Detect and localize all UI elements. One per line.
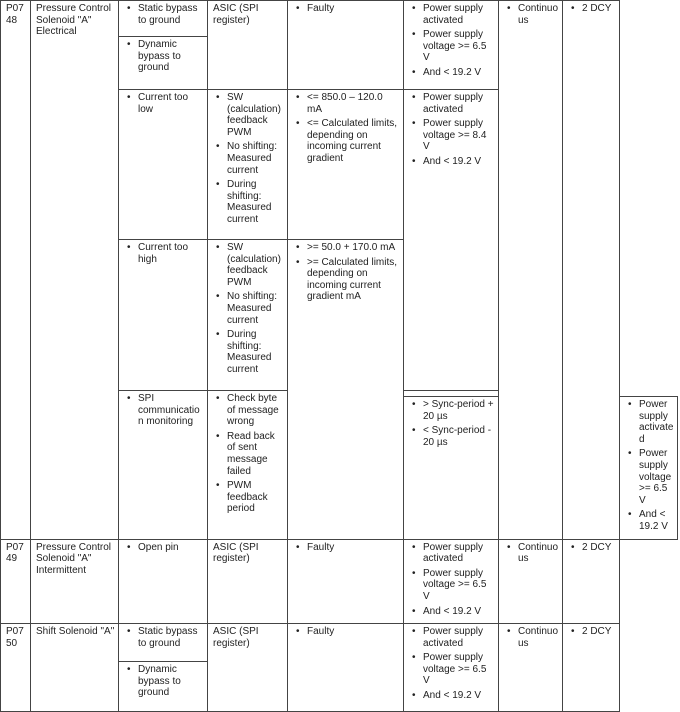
list-item: • Continuous (503, 626, 559, 649)
list-item: • Check byte of message wrong (212, 393, 284, 428)
threshold (288, 624, 404, 712)
list-item: • Power supply activated (408, 92, 495, 115)
threshold (288, 240, 404, 540)
monitor-check (208, 90, 288, 240)
list-item: • And < 19.2 V (408, 690, 495, 702)
list-item: • No shifting: Measured current (212, 141, 284, 176)
list-item: • 2 DCY (567, 542, 616, 554)
secondary-parameters (404, 624, 499, 712)
list-item: • 2 DCY (567, 3, 616, 15)
mil-illumination (563, 539, 620, 624)
fault-criteria (119, 662, 208, 712)
list-item: • And < 19.2 V (624, 509, 674, 532)
secondary-parameters (404, 90, 499, 391)
threshold (288, 90, 404, 240)
monitor-check: ASIC (SPI register) (208, 624, 288, 712)
dtc-code: P0750 (1, 624, 31, 712)
fault-criteria (119, 90, 208, 240)
component-name: Shift Solenoid "A" (31, 624, 119, 712)
secondary-parameters (404, 539, 499, 624)
mil-illumination (563, 1, 620, 540)
list-item: • Faulty (292, 542, 400, 554)
list-item: • And < 19.2 V (408, 156, 495, 168)
list-item: • Power supply voltage >= 6.5 V (408, 568, 495, 603)
monitor-check: ASIC (SPI register) (208, 539, 288, 624)
list-item: • Power supply voltage >= 8.4 V (408, 118, 495, 153)
list-item: • Faulty (292, 626, 400, 638)
list-item: • During shifting: Measured current (212, 329, 284, 375)
monitor-strategy (499, 1, 563, 540)
list-item: • And < 19.2 V (408, 67, 495, 79)
list-item: • Power supply voltage >= 6.5 V (408, 29, 495, 64)
threshold (288, 539, 404, 624)
list-item: • Power supply voltage >= 6.5 V (624, 448, 674, 506)
fault-criteria (119, 391, 208, 540)
list-item: • Power supply activated (408, 3, 495, 26)
list-item: • Power supply activated (624, 399, 674, 445)
list-item: • No shifting: Measured current (212, 291, 284, 326)
secondary-parameters (404, 1, 499, 90)
list-item: • Dynamic bypass to ground (123, 39, 204, 74)
list-item: • >= 50.0 + 170.0 mA (292, 242, 400, 254)
fault-criteria (119, 37, 208, 90)
dtc-code: P0749 (1, 539, 31, 624)
mil-illumination (563, 624, 620, 712)
fault-criteria (119, 539, 208, 624)
list-item: • >= Calculated limits, depending on incoming current gradient mA (292, 257, 400, 303)
table-row (1, 539, 678, 624)
list-item: • Continuous (503, 3, 559, 26)
list-item: • And < 19.2 V (408, 606, 495, 618)
list-item: • Power supply activated (408, 626, 495, 649)
list-item: • SW (calculation) feedback PWM (212, 92, 284, 138)
list-item: • During shifting: Measured current (212, 179, 284, 225)
threshold (404, 397, 499, 540)
component-name: Pressure Control Solenoid "A" Electrical (31, 1, 119, 540)
list-item: • SW (calculation) feedback PWM (212, 242, 284, 288)
monitor-check: ASIC (SPI register) (208, 1, 288, 90)
list-item: • Continuous (503, 542, 559, 565)
component-name: Pressure Control Solenoid "A" Intermittent (31, 539, 119, 624)
list-item: • Power supply voltage >= 6.5 V (408, 652, 495, 687)
list-item: • Read back of sent message failed (212, 431, 284, 477)
table-row (1, 624, 678, 662)
fault-criteria (119, 624, 208, 662)
list-item: • 2 DCY (567, 626, 616, 638)
threshold (288, 1, 404, 90)
dtc-code: P0748 (1, 1, 31, 540)
fault-criteria (119, 1, 208, 37)
list-item: • Current too high (123, 242, 204, 265)
monitor-check (208, 240, 288, 391)
table-row (1, 1, 678, 37)
list-item: • Faulty (292, 3, 400, 15)
list-item: • <= Calculated limits, depending on incoming current gradient (292, 118, 400, 164)
list-item: • Static bypass to ground (123, 3, 204, 26)
monitor-check (208, 391, 288, 540)
list-item: • <= 850.0 – 120.0 mA (292, 92, 400, 115)
list-item: • Static bypass to ground (123, 626, 204, 649)
secondary-parameters (620, 397, 678, 540)
list-item: • Current too low (123, 92, 204, 115)
list-item: • > Sync-period + 20 µs (408, 399, 495, 422)
list-item: • Open pin (123, 542, 204, 554)
list-item: • < Sync-period - 20 µs (408, 425, 495, 448)
list-item: • Dynamic bypass to ground (123, 664, 204, 699)
list-item: • SPI communication monitoring (123, 393, 204, 428)
monitor-strategy (499, 624, 563, 712)
monitor-strategy (499, 539, 563, 624)
fault-criteria (119, 240, 208, 391)
list-item: • PWM feedback period (212, 480, 284, 515)
list-item: • Power supply activated (408, 542, 495, 565)
